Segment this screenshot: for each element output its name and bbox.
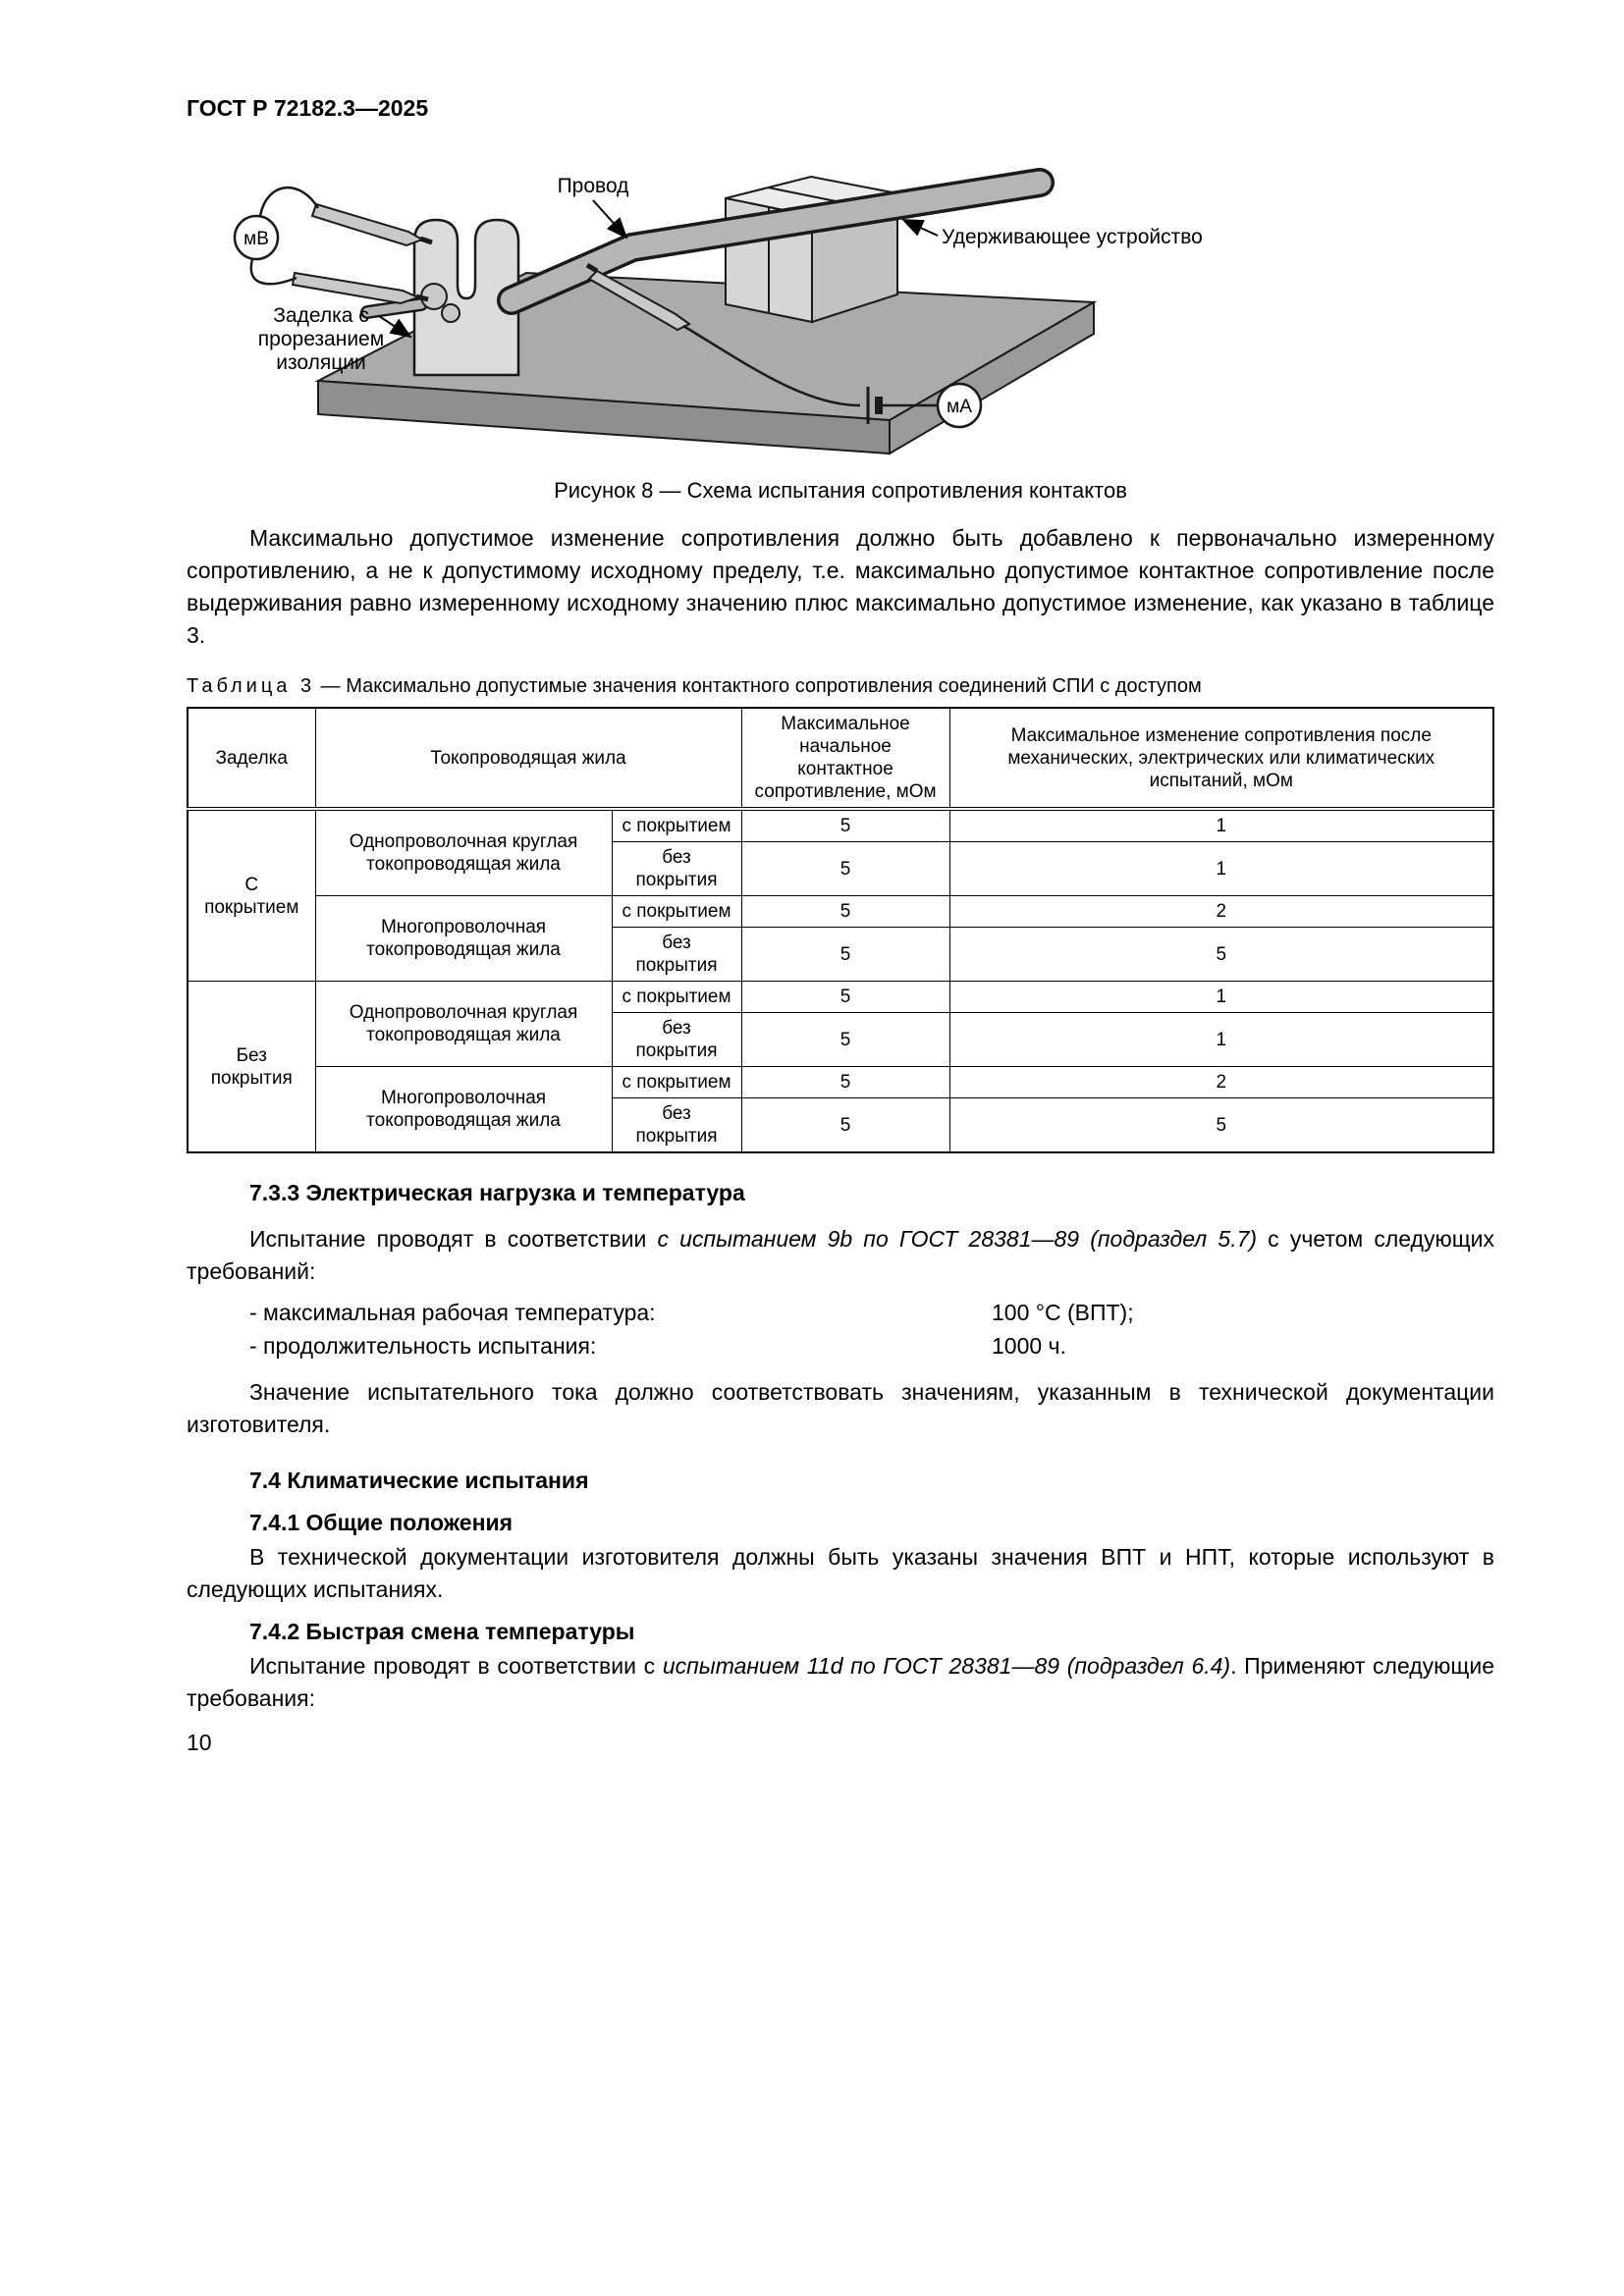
t3-cell-termination: С покрытием bbox=[188, 809, 315, 982]
t3-header-initial: Максимальное начальное контактное сопротивление, мОм bbox=[741, 708, 949, 809]
t3-cell-conductor: Однопроволочная круглая токопроводящая жила bbox=[315, 809, 612, 896]
s733-paragraph-2: Значение испытательного тока должно соответствовать значениям, указанным в технической документации изготовителя. bbox=[187, 1379, 1494, 1437]
figure-caption: Рисунок 8 — Схема испытания сопротивления контактов bbox=[554, 478, 1127, 503]
t3-cell-conductor: Однопроволочная круглая токопроводящая жила bbox=[315, 982, 612, 1067]
heading-7-4-2: 7.4.2 Быстрая смена температуры bbox=[249, 1619, 635, 1644]
text-run: с учетом следующих требований: bbox=[187, 1226, 1494, 1284]
s733-paragraph-1 bbox=[187, 1223, 1494, 1288]
s742-paragraph-1 bbox=[187, 1650, 1494, 1715]
t3-cell-change: 1 bbox=[949, 1013, 1493, 1067]
req-value: 100 °С (ВПТ); bbox=[992, 1300, 1134, 1325]
t3-cell-coating: без покрытия bbox=[612, 928, 741, 982]
t3-cell-coating: с покрытием bbox=[612, 1067, 741, 1098]
table-3-title: — Максимально допустимые значения контактного сопротивления соединений СПИ с доступом bbox=[320, 675, 1202, 697]
t3-cell-initial: 5 bbox=[741, 982, 949, 1013]
termination-callout-line1: Заделка с bbox=[273, 304, 369, 327]
heading-7-3-3: 7.3.3 Электрическая нагрузка и температура bbox=[249, 1180, 745, 1205]
table-3-caption bbox=[187, 673, 1494, 699]
t3-cell-coating: без покрытия bbox=[612, 1098, 741, 1153]
page-content bbox=[187, 94, 1494, 1756]
table-3 bbox=[187, 707, 1494, 1153]
probe-lower-left bbox=[293, 273, 418, 303]
t3-cell-conductor: Многопроволочная токопроводящая жила bbox=[315, 1067, 612, 1153]
text-run: Испытание проводят в соответствии с bbox=[249, 1653, 663, 1679]
text-run: Испытание проводят в соответствии bbox=[249, 1226, 658, 1252]
t3-cell-coating: без покрытия bbox=[612, 842, 741, 896]
text-run-italic: с испытанием 9b по ГОСТ 28381—89 (подраздел 5.7) bbox=[657, 1226, 1258, 1252]
req-label: - продолжительность испытания: bbox=[249, 1333, 597, 1359]
heading-7-4: 7.4 Климатические испытания bbox=[249, 1468, 589, 1493]
t3-cell-initial: 5 bbox=[741, 809, 949, 842]
figure-8 bbox=[210, 167, 1494, 467]
t3-cell-initial: 5 bbox=[741, 896, 949, 928]
t3-cell-change: 1 bbox=[949, 842, 1493, 896]
requirements-list bbox=[187, 1296, 1494, 1362]
t3-cell-initial: 5 bbox=[741, 1067, 949, 1098]
heading-7-4-1: 7.4.1 Общие положения bbox=[249, 1510, 514, 1535]
t3-cell-initial: 5 bbox=[741, 1098, 949, 1153]
mv-label: мВ bbox=[244, 229, 269, 249]
t3-cell-initial: 5 bbox=[741, 928, 949, 982]
t3-cell-change: 1 bbox=[949, 982, 1493, 1013]
t3-cell-coating: с покрытием bbox=[612, 982, 741, 1013]
t3-cell-coating: с покрытием bbox=[612, 896, 741, 928]
ma-label: мА bbox=[947, 397, 972, 417]
termination-callout-line3: изоляции bbox=[276, 351, 366, 374]
table-header-row bbox=[188, 708, 1493, 809]
req-label: - максимальная рабочая температура: bbox=[249, 1300, 656, 1325]
t3-header-change: Максимальное изменение сопротивления после механических, электрических или климатических испытаний, мОм bbox=[949, 708, 1493, 809]
text-run: . Применяют следующие требования: bbox=[187, 1653, 1494, 1711]
page-number: 10 bbox=[187, 1730, 212, 1755]
table-row bbox=[188, 1067, 1493, 1098]
t3-cell-change: 1 bbox=[949, 809, 1493, 842]
t3-header-termination: Заделка bbox=[188, 708, 315, 809]
millivoltmeter bbox=[235, 187, 318, 284]
wire-callout-label: Провод bbox=[557, 175, 629, 197]
t3-cell-termination: Без покрытия bbox=[188, 982, 315, 1153]
list-item bbox=[187, 1296, 1494, 1329]
table-row bbox=[188, 896, 1493, 928]
t3-cell-initial: 5 bbox=[741, 842, 949, 896]
intro-paragraph: Максимально допустимое изменение сопротивления должно быть добавлено к первоначально измеренному сопротивлению, а не к допустимому исходному пределу, т.е. максимально допустимое контактное сопротивление после выдерживания равно измеренному исходному значению плюс максимально допустимое изменение, как указано в таблице 3. bbox=[187, 525, 1494, 648]
table-row bbox=[188, 809, 1493, 842]
t3-cell-initial: 5 bbox=[741, 1013, 949, 1067]
text-run-italic: испытанием 11d по ГОСТ 28381—89 (подраздел 6.4) bbox=[662, 1653, 1231, 1679]
t3-cell-change: 2 bbox=[949, 896, 1493, 928]
holder-callout-label: Удерживающее устройство bbox=[942, 226, 1203, 248]
t3-cell-change: 5 bbox=[949, 928, 1493, 982]
figure-8-diagram bbox=[210, 167, 1212, 461]
termination-callout-line2: прорезанием bbox=[257, 328, 385, 350]
t3-cell-coating: с покрытием bbox=[612, 809, 741, 842]
table-row bbox=[188, 982, 1493, 1013]
probe-upper-left bbox=[312, 204, 422, 245]
req-value: 1000 ч. bbox=[992, 1333, 1066, 1359]
t3-cell-coating: без покрытия bbox=[612, 1013, 741, 1067]
table-3-label: Таблица 3 bbox=[187, 675, 316, 697]
t3-cell-change: 5 bbox=[949, 1098, 1493, 1153]
s741-paragraph-1: В технической документации изготовителя должны быть указаны значения ВПТ и НПТ, которые используют в следующих испытаниях. bbox=[187, 1544, 1494, 1602]
t3-header-conductor: Токопроводящая жила bbox=[315, 708, 741, 809]
list-item bbox=[187, 1329, 1494, 1362]
t3-cell-change: 2 bbox=[949, 1067, 1493, 1098]
document-number: ГОСТ Р 72182.3—2025 bbox=[187, 95, 429, 121]
t3-cell-conductor: Многопроволочная токопроводящая жила bbox=[315, 896, 612, 982]
